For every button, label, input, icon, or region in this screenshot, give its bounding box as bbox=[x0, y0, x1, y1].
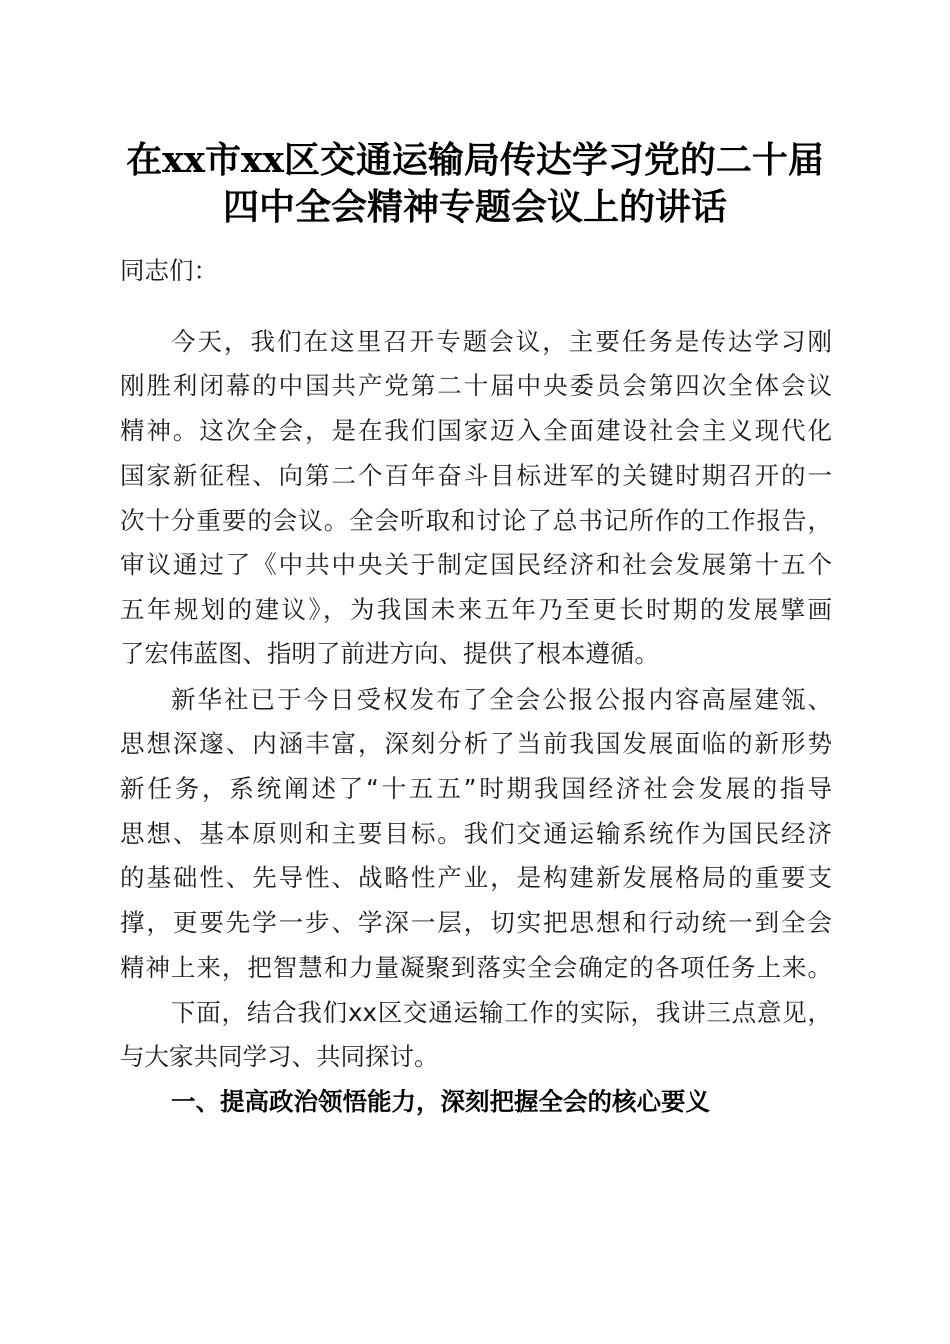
paragraph-1-line: 次十分重要的会议。全会听取和讨论了总书记所作的工作报告， bbox=[120, 506, 832, 535]
section-heading-1: 一、提高政治领悟能力，深刻把握全会的核心要义 bbox=[171, 1087, 710, 1116]
paragraph-1-line: 五年规划的建议》，为我国未来五年乃至更长时期的发展擘画 bbox=[120, 595, 832, 624]
paragraph-1-line: 审议通过了《中共中央关于制定国民经济和社会发展第十五个 bbox=[120, 550, 832, 579]
paragraph-2-line: 思想深邃、内涵丰富，深刻分析了当前我国发展面临的新形势 bbox=[120, 729, 832, 758]
paragraph-1-line: 了宏伟蓝图、指明了前进方向、提供了根本遵循。 bbox=[120, 639, 659, 668]
document-title-line-2: 四中全会精神专题会议上的讲话 bbox=[222, 186, 727, 228]
paragraph-2-line: 新华社已于今日受权发布了全会公报公报内容高屋建瓴、 bbox=[171, 685, 832, 714]
paragraph-2-line: 思想、基本原则和主要目标。我们交通运输系统作为国民经济 bbox=[120, 819, 832, 848]
paragraph-3-line: 与大家共同学习、共同探讨。 bbox=[120, 1042, 439, 1071]
paragraph-1-line: 国家新征程、向第二个百年奋斗目标进军的关键时期召开的一 bbox=[120, 461, 832, 490]
paragraph-1-line: 精神。这次全会，是在我们国家迈入全面建设社会主义现代化 bbox=[120, 416, 832, 445]
paragraph-2-line: 新任务，系统阐述了“十五五”时期我国经济社会发展的指导 bbox=[120, 774, 832, 803]
paragraph-2-line: 撑，更要先学一步、学深一层，切实把思想和行动统一到全会 bbox=[120, 908, 832, 937]
paragraph-3-line: 下面，结合我们xx区交通运输工作的实际，我讲三点意见， bbox=[171, 998, 832, 1027]
paragraph-2-line: 精神上来，把智慧和力量凝聚到落实全会确定的各项任务上来。 bbox=[120, 953, 832, 982]
paragraph-1-line: 今天，我们在这里召开专题会议，主要任务是传达学习刚 bbox=[171, 327, 832, 356]
salutation: 同志们： bbox=[120, 256, 218, 285]
paragraph-2-line: 的基础性、先导性、战略性产业，是构建新发展格局的重要支 bbox=[120, 863, 832, 892]
document-title-line-1: 在xx市xx区交通运输局传达学习党的二十届 bbox=[126, 139, 824, 181]
paragraph-1-line: 刚胜利闭幕的中国共产党第二十届中央委员会第四次全体会议 bbox=[120, 371, 832, 400]
